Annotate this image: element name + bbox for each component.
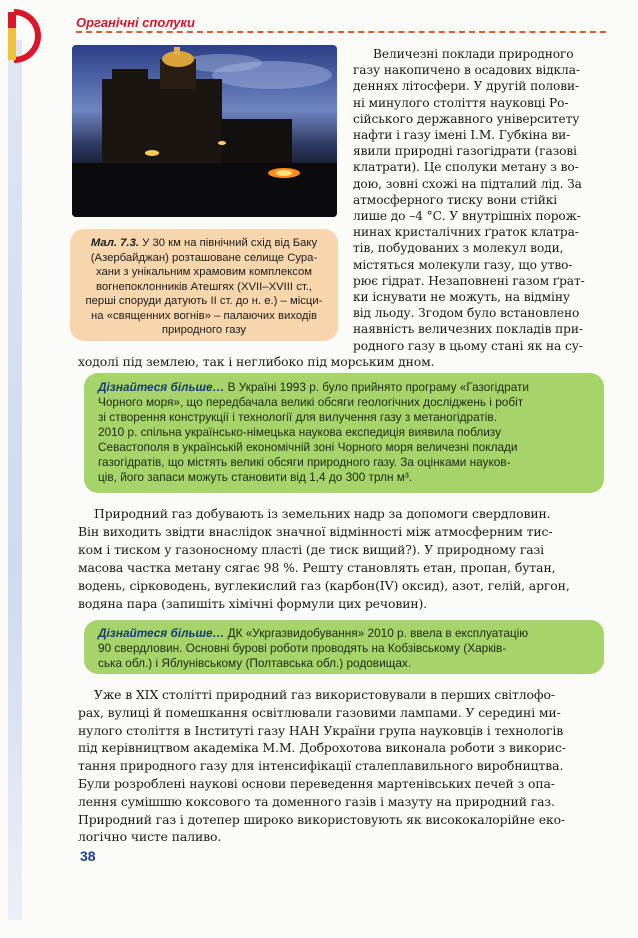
body-line: рює гідрат. Незаповнені газом ґрат- — [353, 273, 585, 288]
body-line: водяна пара (запишіть хімічні формули цих речовин). — [78, 596, 428, 611]
body-line: Були розроблені наукові основи переведення мартенівських печей з опа- — [78, 776, 555, 791]
caption-line: на «священних вогнів» – палаючих виходів — [91, 309, 317, 322]
body-line: Величезні поклади природного — [373, 47, 574, 61]
temple-photo — [72, 45, 337, 217]
body-line: Уже в XIX столітті природний газ використовували в перших світлофо- — [94, 687, 555, 702]
body-line: лише до –4 °С. У внутрішніх порож- — [353, 209, 581, 223]
box-line: 90 свердловин. Основні бурові роботи проводять на Кобзівському (Харків- — [98, 641, 507, 655]
body-line: лення сумішшю коксового та доменного газів і мазуту на природний газ. — [78, 793, 555, 809]
body-line: логічно чисте паливо. — [78, 829, 222, 845]
body-line: Природний газ і дотепер широко використовують як висококалорійне еко- — [78, 811, 566, 827]
body-line: масова частка метану сягає 98 %. Решту становлять етан, пропан, бутан, — [78, 560, 556, 575]
body-line: родного газу в цьому стані як на су- — [353, 338, 583, 353]
body-line: клатрати). Це сполуки метану з во- — [353, 160, 579, 175]
caption-line: (Азербайджан) розташоване селище Сура- — [90, 251, 318, 264]
body-line: нинах кристалічних ґраток клатра- — [353, 225, 579, 240]
body-line: нулого століття в Інституті газу НАН України група науковців і технологів — [78, 722, 564, 738]
box-line: Чорного моря», що передбачала великі обсяги геологічних досліджень і робіт — [98, 395, 524, 409]
caption-line: Мал. 7.3. У 30 км на північний схід від Баку — [90, 237, 318, 249]
caption-number: Мал. 7.3. — [90, 237, 139, 249]
body-line: газу накопичено в осадових відкла- — [353, 63, 580, 78]
section-title: Органічні сполуки — [76, 15, 195, 30]
box-line: зі створення конструкції і технології для вилучення газу з метаногідратів. — [98, 410, 497, 424]
body-line: тання природного газу для інтенсифікації сталеплавильного виробництва. — [78, 758, 564, 774]
body-line: нафти і газу імені І.М. Губкіна ви- — [353, 128, 571, 142]
learn-more-box-1 — [84, 373, 604, 493]
body-line: під керівництвом академіка М.М. Доброхотова виконала роботи з викорис- — [78, 740, 566, 756]
box-line: 2010 р. спільна українсько-німецька наукова експедиція виявила поблизу — [98, 425, 501, 439]
body-line: тів, побудованих з молекул води, — [353, 241, 564, 256]
caption-line: перші споруди датують II ст. до н. е.) – місци- — [85, 295, 323, 307]
body-line: від льоду. Згодом було встановлено — [353, 306, 580, 321]
header-divider — [76, 31, 606, 33]
caption-line: хани з унікальним храмовим комплексом — [95, 266, 313, 278]
body-line: сійського державного університету — [353, 111, 580, 126]
box-line: газогідратів, що містять великі обсяги природного газу. За оцінками науков- — [98, 455, 511, 469]
body-line: деннях літосфери. У другій полови- — [353, 79, 580, 94]
box-line: ців, його запаси можуть становити від 1,4 до 300 трлн м³. — [98, 470, 413, 484]
body-line: явили природні газогідрати (газові — [353, 144, 577, 159]
body-line: водень, сірководень, вуглекислий газ (карбон(IV) оксид), азот, гелій, аргон, — [78, 578, 570, 593]
box-line: ська обл.) і Яблунівському (Полтавська обл.) родовищах. — [98, 656, 412, 670]
box-line: ДК «Укргазвидобування» 2010 р. ввела в експлуатацію — [224, 626, 529, 640]
body-line: рах, вулиці й помешкання освітлювали газовими лампами. У середині ми- — [78, 704, 561, 720]
body-line: наявність величезних покладів при- — [353, 322, 583, 337]
learn-more-lead: Дізнайтеся більше… — [98, 380, 225, 394]
box-line: В Україні 1993 р. було прийнято програму «Газогідрати — [224, 380, 530, 394]
learn-more-lead: Дізнайтеся більше… — [98, 626, 225, 640]
caption-line: вогнепоклонників Атешгях (XVII–XVIII ст., — [95, 280, 313, 293]
page-number: 38 — [80, 848, 96, 864]
body-line: Він виходить звідти внаслідок значної відмінності між атмосферним тис- — [78, 524, 553, 539]
section-header — [76, 12, 606, 32]
body-line: Природний газ добувають із земельних надр за допомоги свердловин. — [94, 506, 551, 521]
chapter-emblem-icon — [6, 8, 42, 64]
figure-caption — [70, 229, 338, 341]
body-line: ходолі під землею, так і неглибоко під морським дном. — [78, 353, 435, 369]
learn-more-box-2 — [84, 620, 604, 674]
body-line: атмосферного тиску вони стійкі — [353, 192, 558, 207]
caption-line: природного газу — [161, 324, 247, 336]
body-line: ні минулого століття науковці Ро- — [353, 95, 569, 110]
body-line: дою, зовні схожі на підталий лід. За — [353, 176, 582, 191]
body-line: ком і тиском у газоносному пласті (де тиск вищий?). У природному газі — [78, 542, 545, 557]
body-line: містяться молекули газу, що утво- — [353, 257, 573, 272]
box-line: Севастополя в українській економічній зоні Чорного моря величезні поклади — [98, 440, 518, 454]
body-line: ки існувати не можуть, на відміну — [353, 290, 570, 304]
page-margin-strip — [8, 40, 22, 920]
